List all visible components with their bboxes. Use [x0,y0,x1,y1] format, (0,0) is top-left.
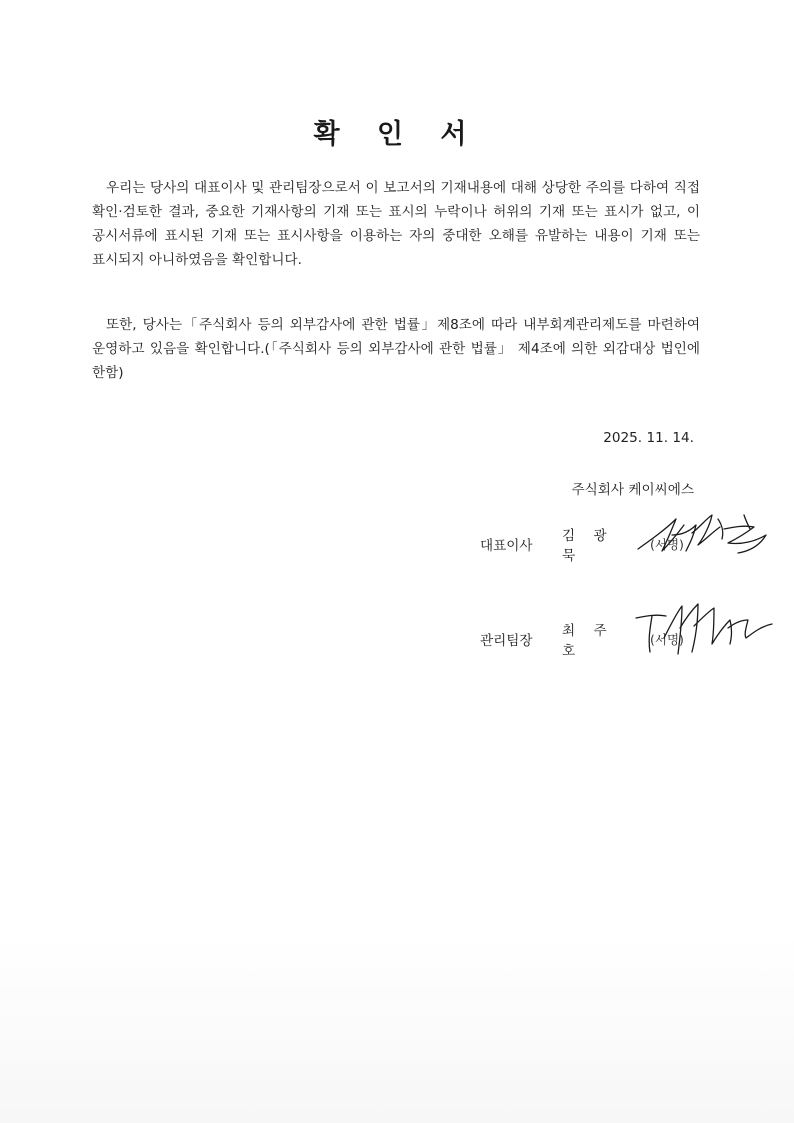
scan-shading [0,933,794,1123]
signature-mark-label: (서명) [650,632,684,647]
signatory-name: 최 주 호 [562,623,614,659]
document-title: 확 인 서 [313,119,481,150]
signature-mark-label: (서명) [650,537,684,552]
document-date: 2025. 11. 14. [603,430,694,446]
signatory-role: 관리팀장 [480,633,533,649]
confirmation-paragraph: 우리는 당사의 대표이사 및 관리팀장으로서 이 보고서의 기재내용에 대해 상당한 주의를 다하여 직접 확인·검토한 결과, 중요한 기재사항의 기재 또는 표시의 누락이나 허위의 기재 또는 표시가 없고, 이 공시서류에 표시된 기재 또는 표시사항을 이용하는 자의 중대한 오해를 유발하는 내용이 기재 또는 표시되지 아니하였음을 확인합니다. [92,180,700,268]
signatory-name: 김 광 묵 [562,528,614,564]
signatory-ceo [480,524,684,564]
internal-control-paragraph: 또한, 당사는「주식회사 등의 외부감사에 관한 법률」제8조에 따라 내부회계관리제도를 마련하여 운영하고 있음을 확인합니다.(「주식회사 등의 외부감사에 관한 법률」 제4조에 의한 외감대상 법인에 한함) [92,317,700,381]
signatory-manager [480,619,684,659]
signatory-role: 대표이사 [480,538,533,554]
company-name: 주식회사 케이씨에스 [571,482,694,498]
